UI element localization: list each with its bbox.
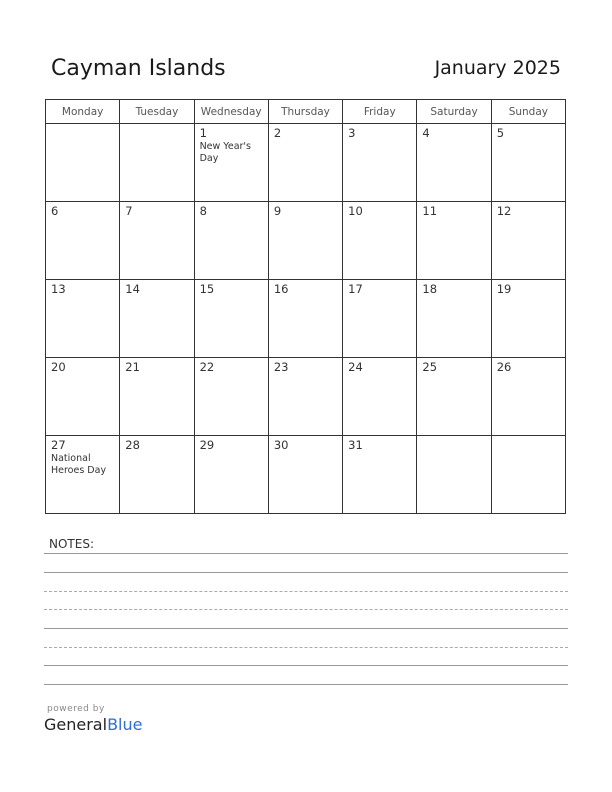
day-cell xyxy=(120,280,194,358)
weekday-header: Tuesday xyxy=(120,100,194,124)
weekday-header: Monday xyxy=(46,100,120,124)
day-cell xyxy=(120,436,194,514)
note-line xyxy=(44,572,568,573)
day-number: 17 xyxy=(348,282,363,296)
day-cell xyxy=(417,280,491,358)
day-number: 20 xyxy=(51,360,66,374)
note-line xyxy=(44,684,568,685)
day-number: 1 xyxy=(199,126,207,140)
calendar-country-title: Cayman Islands xyxy=(51,56,226,81)
day-number: 10 xyxy=(348,204,363,218)
week-row xyxy=(46,436,566,514)
weekday-header: Friday xyxy=(343,100,417,124)
day-number: 4 xyxy=(422,126,430,140)
note-line xyxy=(44,665,568,666)
day-cell xyxy=(194,124,268,202)
day-cell xyxy=(120,358,194,436)
logo-general: General xyxy=(44,715,108,734)
note-line xyxy=(44,591,568,592)
day-number: 30 xyxy=(273,438,289,452)
day-cell xyxy=(417,202,491,280)
weekday-header: Wednesday xyxy=(194,100,268,124)
day-number: 23 xyxy=(273,360,289,374)
day-number: 29 xyxy=(199,438,215,452)
day-cell xyxy=(491,436,565,514)
day-number: 28 xyxy=(125,438,140,452)
day-number: 8 xyxy=(199,204,207,218)
weekday-header: Sunday xyxy=(491,100,565,124)
holiday-label: New Year's Day xyxy=(199,141,251,164)
day-number: 5 xyxy=(496,126,505,140)
day-cell xyxy=(120,202,194,280)
week-row xyxy=(46,124,566,202)
day-number: 14 xyxy=(125,282,140,296)
note-line xyxy=(44,553,568,554)
day-cell xyxy=(268,358,342,436)
holiday-label: National Heroes Day xyxy=(51,453,107,476)
day-number: 16 xyxy=(273,282,289,296)
day-cell xyxy=(46,124,120,202)
day-cell xyxy=(491,202,565,280)
day-number: 2 xyxy=(273,126,282,140)
day-cell xyxy=(194,202,268,280)
day-cell xyxy=(46,358,120,436)
day-number: 6 xyxy=(51,204,59,218)
day-cell xyxy=(46,436,120,514)
day-cell xyxy=(46,202,120,280)
day-cell xyxy=(268,202,342,280)
week-row xyxy=(46,280,566,358)
calendar-grid xyxy=(45,99,566,514)
day-number: 24 xyxy=(348,360,363,374)
day-number: 21 xyxy=(125,360,140,374)
day-cell xyxy=(194,436,268,514)
day-cell xyxy=(194,358,268,436)
day-cell xyxy=(268,436,342,514)
day-cell xyxy=(417,358,491,436)
day-cell xyxy=(268,124,342,202)
brand-footer xyxy=(44,704,142,734)
powered-by-text: powered by xyxy=(47,704,105,714)
note-line xyxy=(44,647,568,648)
day-number: 7 xyxy=(125,204,133,218)
weekday-header: Saturday xyxy=(417,100,491,124)
day-number: 26 xyxy=(496,360,512,374)
day-cell xyxy=(417,436,491,514)
day-cell xyxy=(268,280,342,358)
day-cell xyxy=(343,202,417,280)
day-number: 9 xyxy=(273,204,282,218)
calendar-month-title: January 2025 xyxy=(434,57,561,79)
day-cell xyxy=(491,124,565,202)
day-cell xyxy=(417,124,491,202)
week-row xyxy=(46,202,566,280)
logo-blue: Blue xyxy=(107,715,143,734)
day-cell xyxy=(491,358,565,436)
day-cell xyxy=(343,280,417,358)
week-row xyxy=(46,358,566,436)
calendar-weeks xyxy=(46,124,566,514)
note-line xyxy=(44,628,568,629)
day-number: 19 xyxy=(496,282,512,296)
day-number: 18 xyxy=(422,282,438,296)
day-number: 27 xyxy=(51,438,66,452)
note-line xyxy=(44,609,568,610)
day-cell xyxy=(194,280,268,358)
notes-label: NOTES: xyxy=(49,537,94,551)
day-cell xyxy=(343,436,417,514)
day-number: 12 xyxy=(496,204,512,218)
day-number: 11 xyxy=(422,204,438,218)
day-number: 22 xyxy=(199,360,215,374)
generalblue-logo xyxy=(44,715,142,734)
day-cell xyxy=(491,280,565,358)
day-cell xyxy=(120,124,194,202)
day-number: 13 xyxy=(51,282,66,296)
weekday-header-row xyxy=(46,100,566,124)
day-cell xyxy=(343,124,417,202)
weekday-header: Thursday xyxy=(268,100,342,124)
day-number: 3 xyxy=(348,126,356,140)
day-number: 15 xyxy=(199,282,215,296)
day-number: 25 xyxy=(422,360,438,374)
day-cell xyxy=(46,280,120,358)
day-number: 31 xyxy=(348,438,363,452)
day-cell xyxy=(343,358,417,436)
